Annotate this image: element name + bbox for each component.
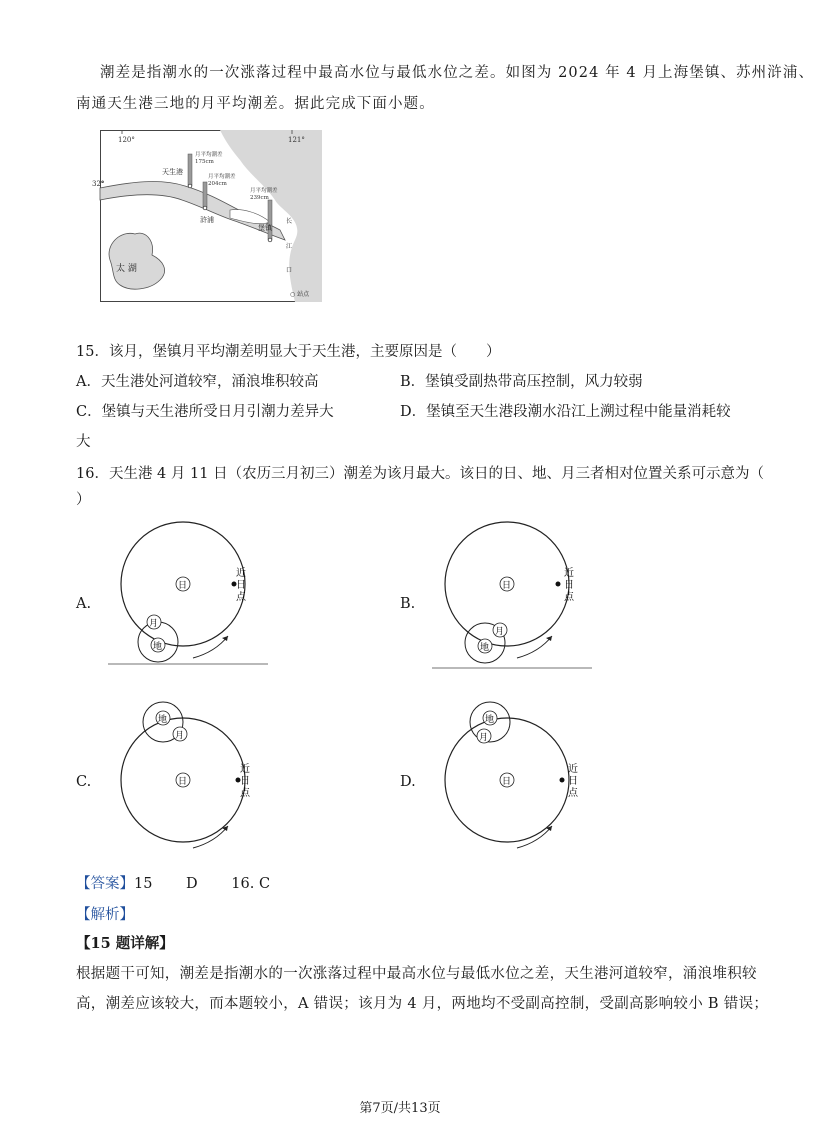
perihelion-a-l3: 点 [236, 592, 246, 603]
sun-c-label: 日 [178, 777, 188, 787]
bar-xupu [203, 182, 207, 208]
label-river-1: 长 [286, 218, 293, 225]
bar-baozhen-value: 239cm [250, 195, 269, 201]
analysis-title: 【解析】 [76, 907, 134, 923]
diagram-d-label: D. [400, 774, 416, 790]
bar-tiansheng-value: 175cm [195, 159, 214, 165]
answer-tag: 【答案】 [76, 876, 134, 892]
bar-tiansheng-label: 月平均潮差 [195, 152, 223, 158]
earth-c-label: 地 [158, 715, 168, 725]
intro-line-1: 潮差是指潮水的一次涨落过程中最高水位与最低水位之差。如图为 2024 年 4 月上海堡镇、苏州浒浦、 [100, 65, 814, 81]
diagram-b [432, 518, 592, 678]
diagram-c [108, 698, 268, 858]
q15-option-b: B．堡镇受副热带高压控制，风力较弱 [400, 374, 643, 390]
perihelion-c-l3: 点 [240, 788, 250, 799]
arrow-d [517, 826, 552, 848]
label-baozhen: 堡镇 [258, 224, 272, 232]
label-river-3: 口 [286, 267, 293, 274]
detail-title: 【15 题详解】 [76, 935, 174, 952]
moon-c-label: 月 [175, 731, 185, 741]
q15-option-d: D．堡镇至天生港段潮水沿江上溯过程中能量消耗较 [400, 404, 731, 420]
diagram-a-label: A. [76, 596, 92, 612]
q16-stem-1: 16．天生港 4 月 11 日（农历三月初三）潮差为该月最大。该日的日、地、月三者相对位置关系可示意为（ [76, 466, 765, 482]
map-legend: ○ 站点 [290, 291, 310, 298]
diagram-c-label: C. [76, 774, 92, 790]
moon-d-label: 月 [479, 733, 489, 743]
analysis-line-2: 高，潮差应该较大，而本题较小，A 错误；该月为 4 月，两地均不受副高控制，受副高影响较小 B 错误； [76, 996, 769, 1012]
label-tiansheng: 天生港 [162, 168, 183, 176]
earth-b-label: 地 [480, 643, 490, 653]
intro-line-2: 南通天生港三地的月平均潮差。据此完成下面小题。 [76, 96, 435, 112]
map-lon-right: 121° [288, 136, 305, 144]
q15-option-d-cont: 大 [76, 434, 91, 450]
perihelion-c-l2: 日 [240, 776, 250, 787]
moon-a-label: 月 [149, 619, 159, 629]
bar-tiansheng [188, 154, 192, 186]
sun-a-label: 日 [178, 581, 188, 591]
sun-b-label: 日 [502, 581, 512, 591]
perihelion-d-l3: 点 [568, 788, 578, 799]
sun-d-label: 日 [502, 777, 512, 787]
diagram-b-label: B. [400, 596, 416, 612]
perihelion-d-l1: 近 [568, 764, 578, 775]
q16-stem-2: ） [76, 492, 91, 508]
earth-a-label: 地 [153, 642, 163, 652]
perihelion-b-l1: 近 [564, 568, 574, 579]
perihelion-a-l1: 近 [236, 568, 246, 579]
analysis-line-1: 根据题干可知，潮差是指潮水的一次涨落过程中最高水位与最低水位之差，天生港河道较窄，涌浪堆积较 [76, 966, 757, 982]
bar-xupu-label: 月平均潮差 [208, 174, 236, 180]
q15-option-a: A．天生港处河道较窄，涌浪堆积较高 [76, 374, 319, 390]
perihelion-b-l3: 点 [564, 592, 574, 603]
bar-baozhen-label: 月平均潮差 [250, 188, 278, 194]
moon-b-label: 月 [495, 627, 505, 637]
perihelion-d [560, 778, 565, 783]
diagram-a [108, 518, 268, 678]
q15-option-c: C．堡镇与天生港所受日月引潮力差异大 [76, 404, 334, 420]
label-xupu: 浒浦 [200, 216, 214, 224]
perihelion-a-l2: 日 [236, 580, 246, 591]
map-lat: 32° [92, 180, 105, 188]
tide-map [92, 130, 322, 302]
map-lon-left: 120° [118, 136, 135, 144]
answer-line [76, 874, 270, 894]
perihelion-d-l2: 日 [568, 776, 578, 787]
bar-xupu-value: 204cm [208, 181, 227, 187]
q15-stem: 15．该月，堡镇月平均潮差明显大于天生港，主要原因是（ ） [76, 344, 501, 360]
label-taihu: 太 湖 [116, 264, 137, 274]
earth-d-label: 地 [485, 715, 495, 725]
perihelion-b-l2: 日 [564, 580, 574, 591]
label-river-2: 江 [286, 243, 293, 250]
diagram-d [432, 698, 592, 858]
arrow-c [193, 826, 228, 848]
answer-text: 15 D 16. C [134, 876, 271, 892]
perihelion-b [556, 582, 561, 587]
perihelion-c-l1: 近 [240, 764, 250, 775]
bar-baozhen [268, 200, 272, 240]
page-footer: 第7页/共13页 [359, 1101, 441, 1116]
